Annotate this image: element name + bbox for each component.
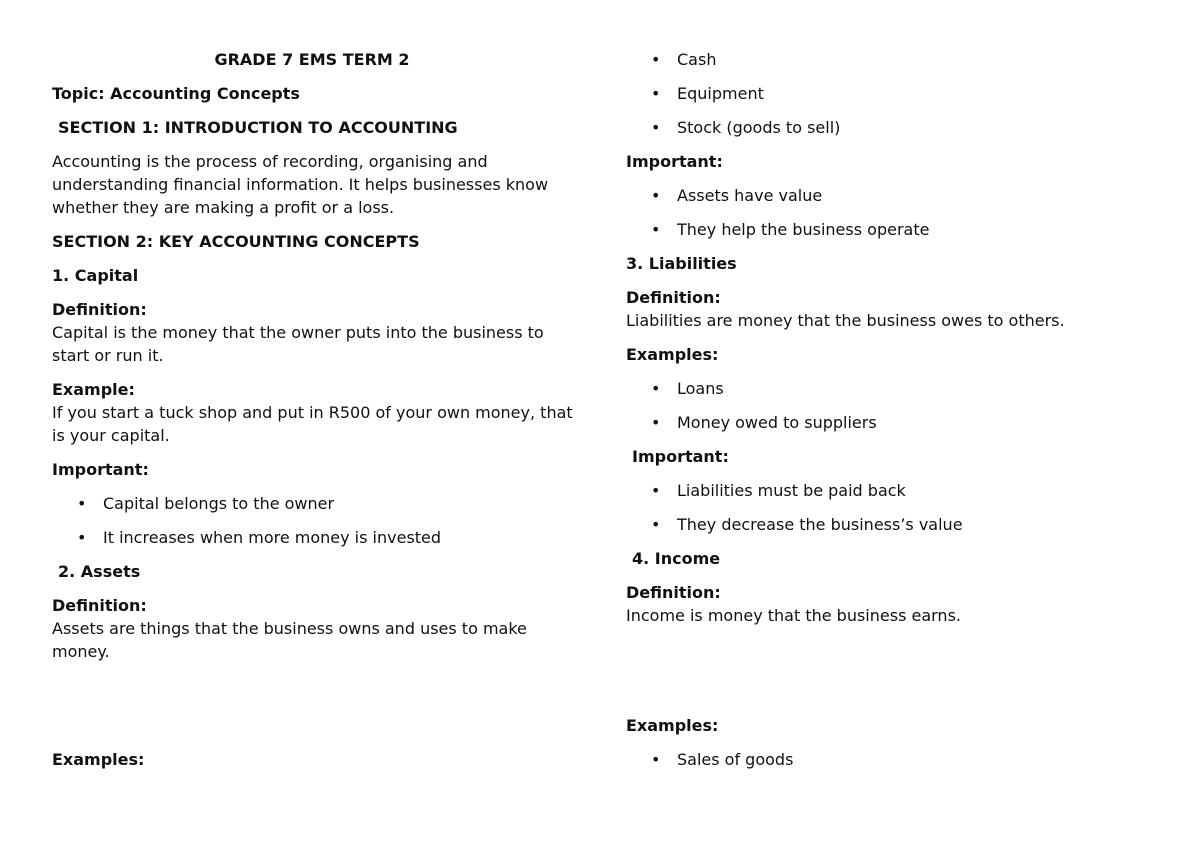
assets-important-label: Important: <box>626 152 723 171</box>
list-item <box>651 218 1166 241</box>
liabilities-heading: 3. Liabilities <box>626 254 737 273</box>
assets-examples-list <box>626 48 1166 139</box>
list-item <box>651 82 1166 105</box>
topic-line: Topic: Accounting Concepts <box>52 84 300 103</box>
section1-body: Accounting is the process of recording, organising and understanding financial information. It helps businesses know whether they are making a profit or a loss. <box>52 152 549 217</box>
capital-important-label: Important: <box>52 460 149 479</box>
income-heading: 4. Income <box>632 549 721 568</box>
income-examples-label: Examples: <box>626 716 719 735</box>
capital-definition <box>52 298 582 367</box>
capital-example-text: If you start a tuck shop and put in R500 of your own money, that is your capital. <box>52 403 573 445</box>
list-item-text: Capital belongs to the owner <box>103 494 335 513</box>
bullet-icon: • <box>651 515 661 534</box>
liabilities-important-label: Important: <box>632 447 729 466</box>
list-item-text: Sales of goods <box>677 750 794 769</box>
section1-heading: SECTION 1: INTRODUCTION TO ACCOUNTING <box>58 118 458 137</box>
bullet-icon: • <box>77 494 87 513</box>
bullet-icon: • <box>651 413 661 432</box>
list-item-text: Cash <box>677 50 717 69</box>
list-item <box>651 184 1166 207</box>
liabilities-examples-label: Examples: <box>626 345 719 364</box>
capital-definition-label: Definition: <box>52 300 147 319</box>
list-item-text: Money owed to suppliers <box>677 413 877 432</box>
bullet-icon: • <box>651 186 661 205</box>
liabilities-definition-text: Liabilities are money that the business owes to others. <box>626 311 1065 330</box>
list-item <box>651 748 1200 771</box>
income-examples-list <box>626 748 1200 782</box>
list-item <box>77 526 582 549</box>
page-title: GRADE 7 EMS TERM 2 <box>214 50 410 69</box>
capital-definition-text: Capital is the money that the owner puts into the business to start or run it. <box>52 323 544 365</box>
list-item <box>77 492 582 515</box>
bullet-icon: • <box>651 84 661 103</box>
capital-heading: 1. Capital <box>52 266 139 285</box>
bullet-icon: • <box>651 750 661 769</box>
assets-definition-text: Assets are things that the business owns and uses to make money. <box>52 619 527 661</box>
list-item-text: Stock (goods to sell) <box>677 118 841 137</box>
capital-example <box>52 378 582 447</box>
assets-important-list <box>626 184 1166 241</box>
bullet-icon: • <box>651 118 661 137</box>
bullet-icon: • <box>651 379 661 398</box>
list-item-text: It increases when more money is invested <box>103 528 442 547</box>
capital-example-label: Example: <box>52 380 135 399</box>
income-definition-text: Income is money that the business earns. <box>626 606 961 625</box>
list-item-text: Liabilities must be paid back <box>677 481 906 500</box>
bullet-icon: • <box>651 481 661 500</box>
left-column <box>52 48 582 769</box>
list-item <box>651 411 1166 434</box>
list-item <box>651 48 1166 71</box>
bullet-icon: • <box>651 50 661 69</box>
list-item <box>651 479 1166 502</box>
assets-definition <box>52 594 582 663</box>
income-definition-label: Definition: <box>626 583 721 602</box>
income-definition <box>626 581 1166 627</box>
assets-definition-label: Definition: <box>52 596 147 615</box>
list-item <box>651 513 1166 536</box>
list-item <box>651 377 1166 400</box>
list-item <box>651 116 1166 139</box>
assets-examples-label: Examples: <box>52 750 145 769</box>
right-column <box>626 48 1166 769</box>
list-item-text: Loans <box>677 379 724 398</box>
assets-heading: 2. Assets <box>58 562 141 581</box>
section2-heading: SECTION 2: KEY ACCOUNTING CONCEPTS <box>52 232 420 251</box>
list-item-text: Assets have value <box>677 186 823 205</box>
list-item-text: Equipment <box>677 84 764 103</box>
list-item-text: They help the business operate <box>677 220 930 239</box>
liabilities-examples-list <box>626 377 1166 434</box>
liabilities-important-list <box>626 479 1166 536</box>
bullet-icon: • <box>77 528 87 547</box>
liabilities-definition-label: Definition: <box>626 288 721 307</box>
liabilities-definition <box>626 286 1166 332</box>
bullet-icon: • <box>651 220 661 239</box>
list-item-text: They decrease the business’s value <box>677 515 963 534</box>
capital-important-list <box>52 492 582 549</box>
